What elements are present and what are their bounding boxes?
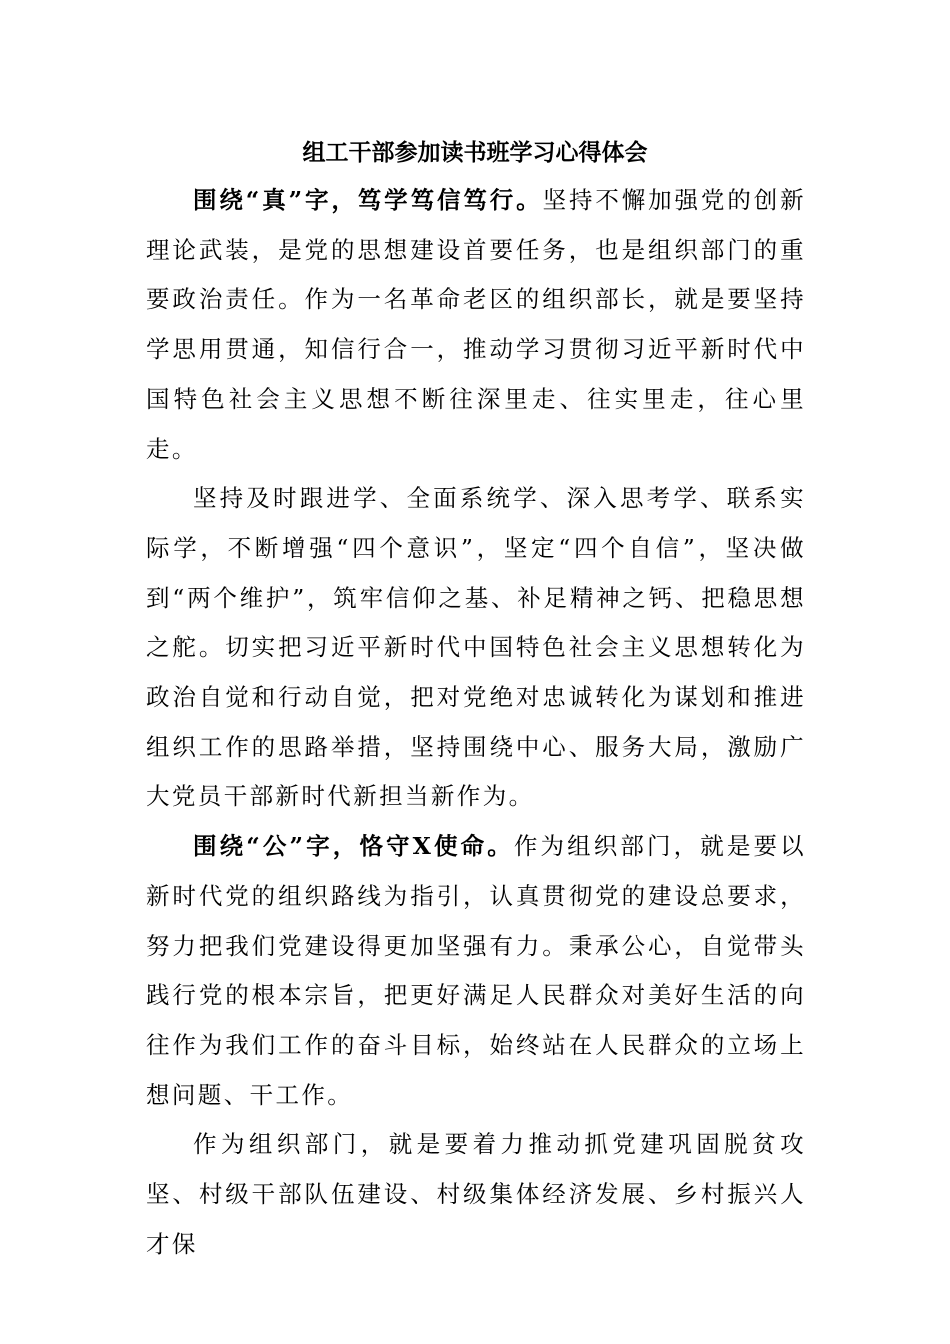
paragraph-4 [146, 1120, 806, 1269]
document-body [146, 176, 806, 1269]
document-title: 组工干部参加读书班学习心得体会 [302, 139, 648, 166]
paragraph-2-text: 坚持及时跟进学、全面系统学、深入思考学、联系实际学，不断增强“四个意识”，坚定“四个自信”，坚决做到“两个维护”，筑牢信仰之基、补足精神之钙、把稳思想之舵。切实把习近平新时代中国特色社会主义思想转化为政治自觉和行动自觉，把对党绝对忠诚转化为谋划和推进组织工作的思路举措，坚持围绕中心、服务大局，激励广大党员干部新时代新担当新作为。 [146, 484, 806, 811]
paragraph-1-heading: 围绕“真”字，笃学笃信笃行。 [193, 186, 543, 214]
paragraph-3-text: 作为组织部门，就是要以新时代党的组织路线为指引，认真贯彻党的建设总要求，努力把我们党建设得更加坚强有力。秉承公心，自觉带头践行党的根本宗旨，把更好满足人民群众对美好生活的向往作为我们工作的奋斗目标，始终站在人民群众的立场上想问题、干工作。 [146, 832, 807, 1109]
paragraph-1 [146, 176, 806, 474]
paragraph-3 [146, 822, 806, 1120]
paragraph-1-text: 坚持不懈加强党的创新理论武装，是党的思想建设首要任务，也是组织部门的重要政治责任。作为一名革命老区的组织部长，就是要坚持学思用贯通，知信行合一，推动学习贯彻习近平新时代中国特色社会主义思想不断往深里走、往实里走，往心里走。 [146, 186, 807, 463]
paragraph-2 [146, 474, 806, 822]
paragraph-3-heading: 围绕“公”字，恪守X使命。 [193, 832, 514, 861]
paragraph-4-text: 作为组织部门，就是要着力推动抓党建巩固脱贫攻坚、村级干部队伍建设、村级集体经济发展、乡村振兴人才保 [146, 1130, 806, 1258]
